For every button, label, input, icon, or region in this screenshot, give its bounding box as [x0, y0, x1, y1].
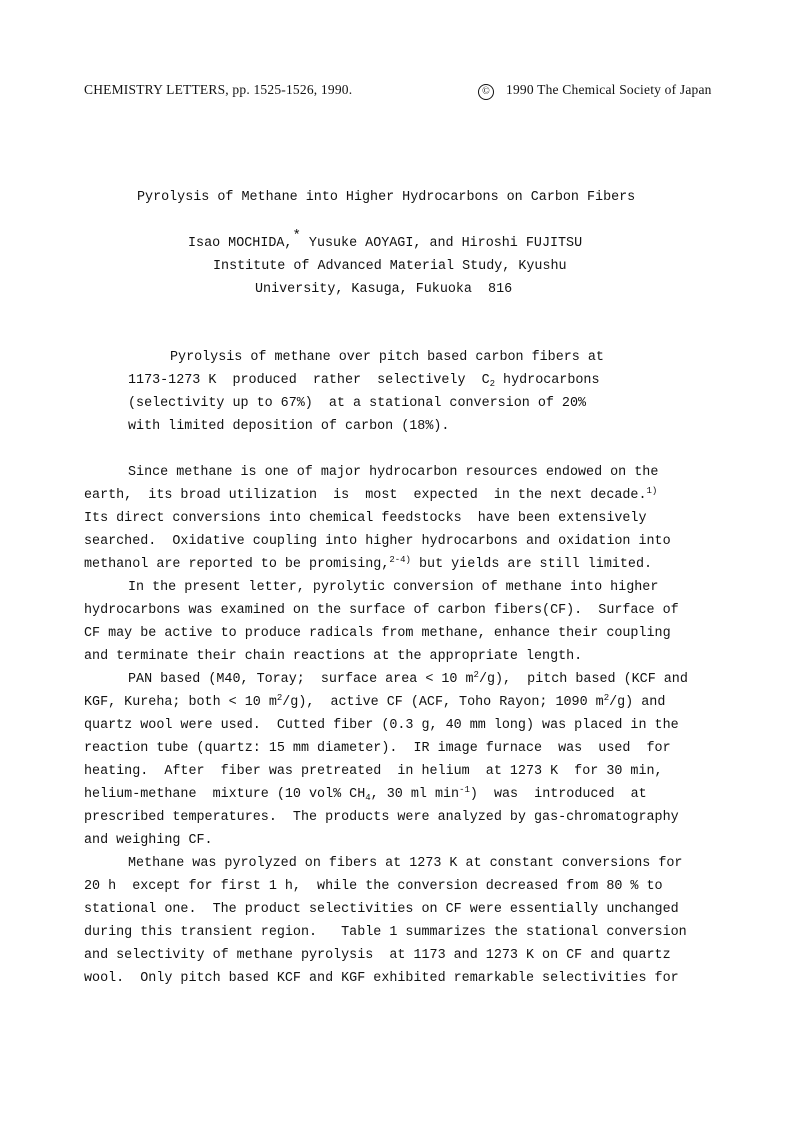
body-line: and weighing CF. — [84, 833, 213, 848]
body-line: Methane was pyrolyzed on fibers at 1273 K at constant conversions for — [128, 856, 683, 871]
body-line: during this transient region. Table 1 summarizes the stational conversion — [84, 925, 687, 940]
reference-mark: 1) — [646, 486, 658, 496]
abstract-line: 1173-1273 K produced rather selectively $C_2$ hydrocarbons — [128, 373, 600, 389]
copyright-icon: © — [478, 84, 494, 100]
reference-mark: 2-4) — [389, 555, 411, 565]
body-line: reaction tube (quartz: 15 mm diameter). IR image furnace was used for — [84, 741, 671, 756]
body-line: CF may be active to produce radicals from methane, enhance their coupling — [84, 626, 671, 641]
body-line: earth, its broad utilization is most expected in the next decade.$^{1)}$ — [84, 486, 658, 503]
body-line: prescribed temperatures. The products were analyzed by gas-chromatography — [84, 810, 679, 825]
body-line: stational one. The product selectivities on CF were essentially unchanged — [84, 902, 679, 917]
affiliation-line-2: University, Kasuga, Fukuoka 816 — [255, 282, 513, 297]
body-line: methanol are reported to be promising,$^{2-4)}$ but yields are still limited. — [84, 555, 653, 572]
body-line: KGF, Kureha; both < 10 $m^2/g$), active CF (ACF, Toho Rayon; 1090 $m^2/g$) and — [84, 693, 666, 710]
body-line: hydrocarbons was examined on the surface of carbon fibers(CF). Surface of — [84, 603, 679, 618]
body-line: heating. After fiber was pretreated in helium at 1273 K for 30 min, — [84, 764, 663, 779]
abstract-line: with limited deposition of carbon (18%). — [128, 419, 450, 434]
copyright-notice: © 1990 The Chemical Society of Japan — [478, 82, 712, 100]
body-line: PAN based (M40, Toray; surface area < 10 $m^2/g$), pitch based (KCF and — [128, 670, 688, 687]
body-line: searched. Oxidative coupling into higher hydrocarbons and oxidation into — [84, 534, 671, 549]
body-line: Its direct conversions into chemical feedstocks have been extensively — [84, 511, 647, 526]
body-line: 20 h except for first 1 h, while the conversion decreased from 80 % to — [84, 879, 663, 894]
body-line: and terminate their chain reactions at the appropriate length. — [84, 649, 583, 664]
body-line: helium-methane mixture (10 vol% $CH_4$, 30 ml $\min^{-1}$) was introduced at — [84, 785, 647, 803]
body-line: quartz wool were used. Cutted fiber (0.3 g, 40 mm long) was placed in the — [84, 718, 679, 733]
journal-citation: CHEMISTRY LETTERS, pp. 1525-1526, 1990. — [84, 82, 353, 97]
author-list: Isao MOCHIDA,* Yusuke AOYAGI, and Hiroshi FUJITSU — [188, 228, 583, 251]
abstract-line: (selectivity up to 67%) at a stational conversion of 20% — [128, 396, 587, 411]
affiliation-line-1: Institute of Advanced Material Study, Kyushu — [213, 259, 567, 274]
corresponding-author-mark: * — [292, 228, 301, 244]
body-line: Since methane is one of major hydrocarbon resources endowed on the — [128, 465, 659, 480]
paper-title: Pyrolysis of Methane into Higher Hydrocarbons on Carbon Fibers — [137, 190, 636, 205]
abstract-line: Pyrolysis of methane over pitch based carbon fibers at — [170, 350, 604, 365]
body-line: wool. Only pitch based KCF and KGF exhibited remarkable selectivities for — [84, 971, 679, 986]
body-line: and selectivity of methane pyrolysis at 1173 and 1273 K on CF and quartz — [84, 948, 671, 963]
body-line: In the present letter, pyrolytic conversion of methane into higher — [128, 580, 659, 595]
